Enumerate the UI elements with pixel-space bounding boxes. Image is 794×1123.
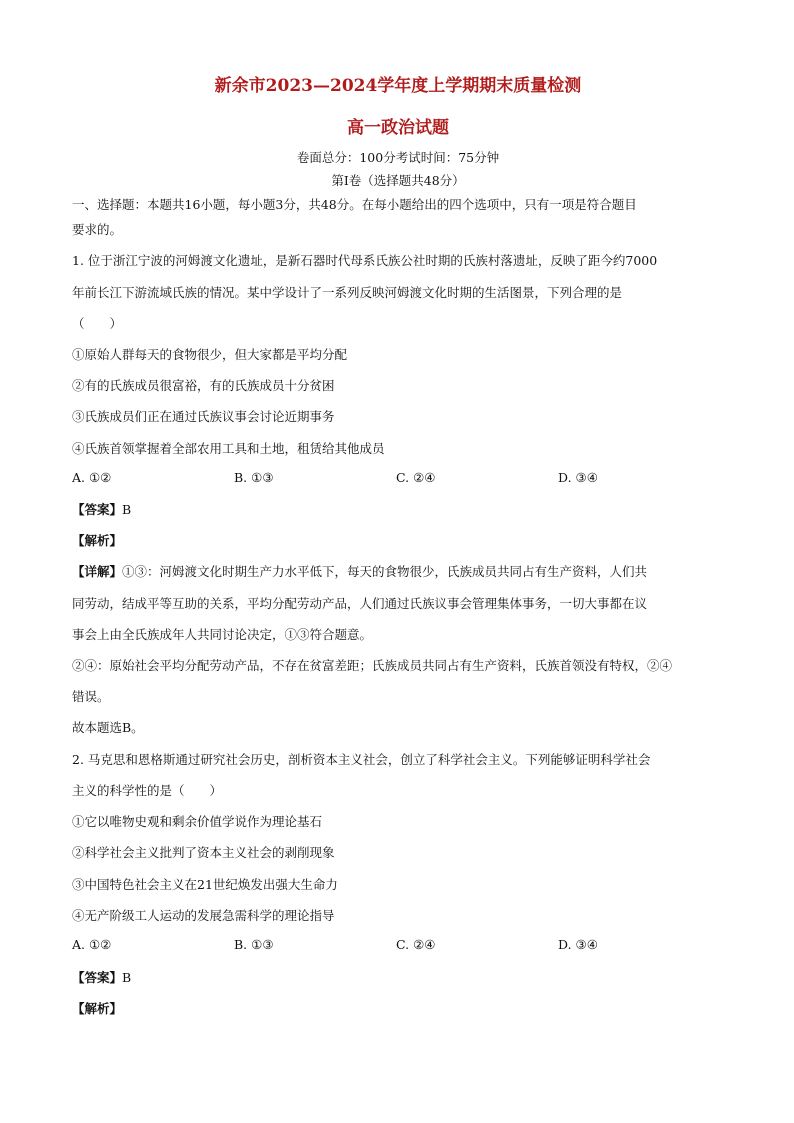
question-1-stem: 年前长江下游流域氏族的情况。某中学设计了一系列反映河姆渡文化时期的生活图景，下列合理的是 [72,285,623,300]
question-1-detail: 同劳动，结成平等互助的关系，平均分配劳动产品，人们通过氏族议事会管理集体事务，一切大事都在议 [72,596,648,611]
question-1-stem: 1. 位于浙江宁波的河姆渡文化遗址，是新石器时代母系氏族公社时期的氏族村落遗址，反映了距今约7000 [72,253,658,268]
answer-tag: 【答案】 [72,970,123,985]
question-2-options [72,937,724,955]
question-2-stem: 2. 马克思和恩格斯通过研究社会历史，剖析资本主义社会，创立了科学社会主义。下列能够证明科学社会 [72,752,651,767]
question-1-analysis [72,531,724,549]
question-1-item: ④氏族首领掌握着全部农用工具和土地，租赁给其他成员 [72,441,385,456]
exam-title: 新余市2023—2024学年度上学期期末质量检测 [214,76,582,96]
question-1-answer [72,500,724,518]
option-b: B. ①③ [234,937,274,952]
question-1-item: ②有的氏族成员很富裕，有的氏族成员十分贫困 [72,378,335,393]
option-a: A. ①② [72,937,112,952]
question-1-detail: 错误。 [72,689,110,704]
question-1-conclusion: 故本题选B。 [72,720,144,735]
question-1-detail [72,562,724,580]
question-2-answer [72,968,724,986]
question-2-item: ④无产阶级工人运动的发展急需科学的理论指导 [72,908,335,923]
exam-page [72,0,724,1123]
question-1-detail: 事会上由全氏族成年人共同讨论决定，①③符合题意。 [72,627,373,642]
question-1-item: ①原始人群每天的食物很少，但大家都是平均分配 [72,347,348,362]
section-heading: 第Ⅰ卷（选择题共48分） [331,173,465,188]
option-d: D. ③④ [558,937,598,952]
question-1-stem: （ ） [72,316,123,331]
exam-info: 卷面总分：100分考试时间：75分钟 [296,150,500,165]
option-d: D. ③④ [558,470,598,485]
answer-value: B [122,970,132,985]
question-1-options [72,470,724,488]
question-1-item: ③氏族成员们正在通过氏族议事会讨论近期事务 [72,409,335,424]
option-a: A. ①② [72,470,112,485]
analysis-tag: 【解析】 [72,1001,123,1016]
detail-tag: 【详解】 [72,564,123,579]
option-c: C. ②④ [396,470,436,485]
exam-subtitle: 高一政治试题 [347,118,449,138]
detail-text: ①③：河姆渡文化时期生产力水平低下，每天的食物很少，氏族成员共同占有生产资料，人们共 [122,564,648,579]
question-1-detail: ②④：原始社会平均分配劳动产品，不存在贫富差距；氏族成员共同占有生产资料，氏族首领没有特权，②④ [72,658,673,673]
question-2-item: ③中国特色社会主义在21世纪焕发出强大生命力 [72,877,338,892]
option-b: B. ①③ [234,470,274,485]
analysis-tag: 【解析】 [72,533,123,548]
answer-value: B [122,502,132,517]
instructions-line: 要求的。 [72,222,123,237]
answer-tag: 【答案】 [72,502,123,517]
question-2-item: ①它以唯物史观和剩余价值学说作为理论基石 [72,814,323,829]
instructions-line: 一、选择题：本题共16小题，每小题3分，共48分。在每小题给出的四个选项中，只有一项是符合题目 [72,197,637,212]
question-2-analysis [72,999,724,1017]
question-2-item: ②科学社会主义批判了资本主义社会的剥削现象 [72,845,335,860]
question-2-stem: 主义的科学性的是（ ） [72,783,223,798]
option-c: C. ②④ [396,937,436,952]
